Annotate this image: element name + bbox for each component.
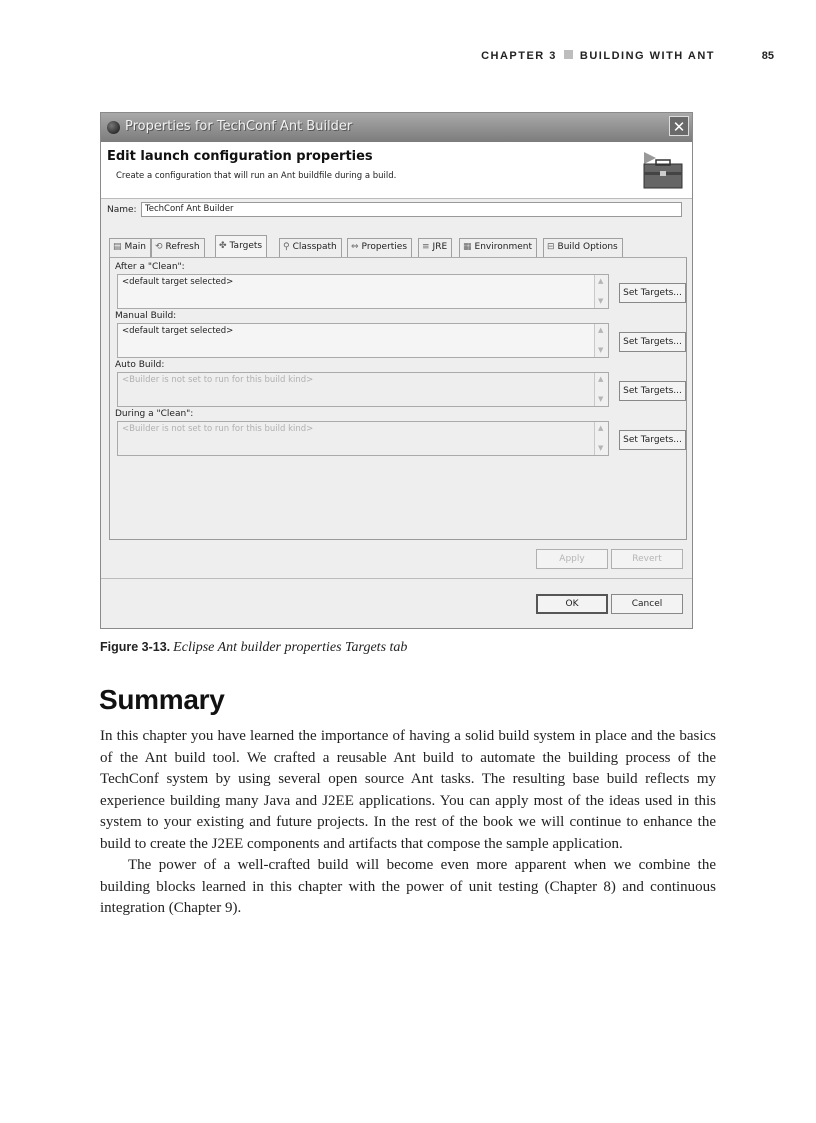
apply-button[interactable]: Apply	[536, 549, 608, 569]
chapter-header	[481, 50, 715, 62]
dialog-description: Create a configuration that will run an Ant buildfile during a build.	[116, 171, 397, 181]
paragraph: The power of a well-crafted build will become even more apparent when we combine the building blocks learned in this chapter with the power of unit testing (Chapter 8) and continuous integration (Chapter 9).	[100, 857, 716, 916]
properties-dialog	[100, 112, 693, 629]
set-targets-manual-build-button[interactable]: Set Targets...	[619, 332, 686, 352]
dialog-title: Properties for TechConf Ant Builder	[125, 119, 353, 134]
scroll-up-icon: ▲	[598, 375, 604, 383]
scroll-down-icon: ▼	[598, 395, 604, 403]
scroll-down-icon: ▼	[598, 444, 604, 452]
tab-build-options[interactable]: ⊟ Build Options	[543, 238, 623, 257]
eclipse-globe-icon	[107, 121, 120, 134]
running-header	[0, 50, 816, 66]
button-separator	[101, 578, 692, 579]
jre-tab-icon: ≡	[422, 242, 430, 252]
tab-targets[interactable]: ✤ Targets	[215, 235, 267, 258]
properties-tab-icon: ⇔	[351, 242, 359, 252]
refresh-tab-icon: ⟲	[155, 242, 163, 252]
tab-environment[interactable]: ▦ Environment	[459, 238, 537, 257]
tab-refresh[interactable]: ⟲ Refresh	[151, 238, 205, 257]
scroll-up-icon: ▲	[598, 424, 604, 432]
classpath-tab-icon: ⚲	[283, 242, 290, 252]
scroll-down-icon: ▼	[598, 346, 604, 354]
section-label: BUILDING WITH ANT	[579, 50, 715, 62]
scrollbar[interactable]	[594, 373, 608, 406]
scrollbar[interactable]	[594, 422, 608, 455]
during-clean-value: <Builder is not set to run for this build kind>	[122, 424, 314, 434]
targets-tab-icon: ✤	[219, 241, 227, 251]
dialog-titlebar[interactable]	[101, 113, 692, 142]
figure-caption	[100, 640, 407, 656]
ok-button[interactable]: OK	[536, 594, 608, 614]
after-clean-value: <default target selected>	[122, 277, 234, 287]
after-clean-targets[interactable]	[117, 274, 609, 309]
scroll-up-icon: ▲	[598, 326, 604, 334]
manual-build-value: <default target selected>	[122, 326, 234, 336]
scroll-down-icon: ▼	[598, 297, 604, 305]
after-clean-label: After a "Clean":	[115, 262, 185, 272]
auto-build-value: <Builder is not set to run for this build kind>	[122, 375, 314, 385]
scroll-up-icon: ▲	[598, 277, 604, 285]
during-clean-label: During a "Clean":	[115, 409, 194, 419]
figure-caption-text: Eclipse Ant builder properties Targets tab	[173, 640, 408, 655]
set-targets-during-clean-button[interactable]: Set Targets...	[619, 430, 686, 450]
square-separator-icon	[564, 50, 573, 59]
paragraph: In this chapter you have learned the importance of having a solid build system in place and the basics of the Ant build tool. We crafted a reusable Ant build to automate the building process of the TechConf system by using several open source Ant tasks. The resulting base build reflects my experience building many Java and J2EE applications. You can apply most of the ideas used in this system to your existing and future projects. In the rest of the book we will continue to enhance the build to create the J2EE components and artifacts that compose the sample application.	[100, 728, 716, 852]
tab-properties[interactable]: ⇔ Properties	[347, 238, 412, 257]
figure-number: Figure 3-13.	[100, 640, 171, 654]
manual-build-label: Manual Build:	[115, 311, 177, 321]
set-targets-auto-build-button[interactable]: Set Targets...	[619, 381, 686, 401]
scrollbar[interactable]	[594, 275, 608, 308]
targets-panel	[109, 257, 687, 540]
dialog-header	[101, 142, 692, 199]
revert-button[interactable]: Revert	[611, 549, 683, 569]
tab-jre[interactable]: ≡ JRE	[418, 238, 452, 257]
scrollbar[interactable]	[594, 324, 608, 357]
build-options-tab-icon: ⊟	[547, 242, 555, 252]
environment-tab-icon: ▦	[463, 242, 472, 252]
auto-build-targets[interactable]	[117, 372, 609, 407]
name-input[interactable]: TechConf Ant Builder	[141, 202, 682, 217]
auto-build-label: Auto Build:	[115, 360, 165, 370]
name-label: Name:	[107, 205, 137, 215]
tab-main[interactable]: ▤ Main	[109, 238, 151, 257]
main-tab-icon: ▤	[113, 242, 122, 252]
during-clean-targets[interactable]	[117, 421, 609, 456]
page-number: 85	[761, 50, 774, 62]
set-targets-after-clean-button[interactable]: Set Targets...	[619, 283, 686, 303]
manual-build-targets[interactable]	[117, 323, 609, 358]
tab-classpath[interactable]: ⚲ Classpath	[279, 238, 342, 257]
body-text	[100, 726, 716, 920]
section-heading: Summary	[99, 684, 225, 715]
close-button[interactable]: ✕	[669, 116, 689, 136]
cancel-button[interactable]: Cancel	[611, 594, 683, 614]
chapter-label: CHAPTER 3	[481, 50, 557, 62]
dialog-heading: Edit launch configuration properties	[107, 149, 373, 164]
toolbox-icon	[638, 150, 686, 190]
